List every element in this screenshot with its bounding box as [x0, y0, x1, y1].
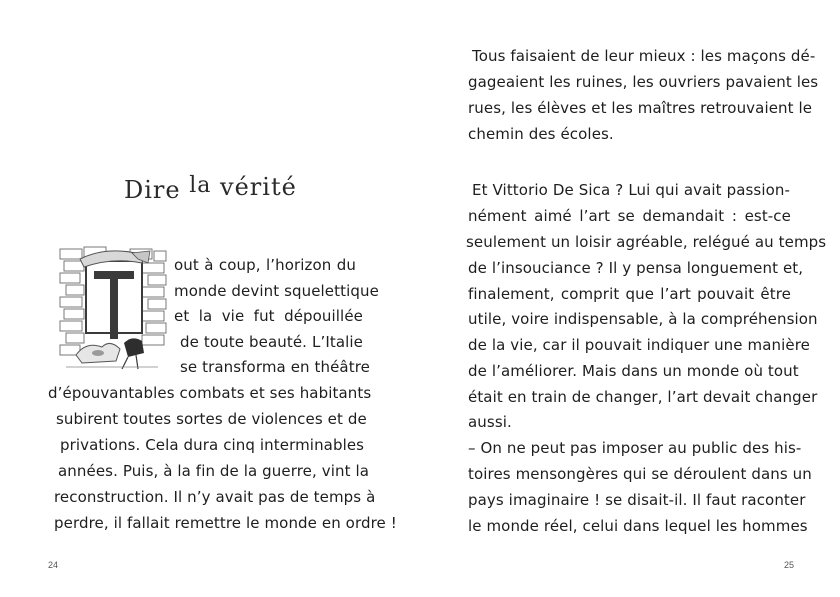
left-text-line: monde devint squelettique — [174, 282, 379, 300]
right-text-line: de la vie, car il pouvait indiquer une manière — [468, 336, 810, 354]
right-text-line: de l’insouciance ? Il y pensa longuement et, — [468, 259, 804, 277]
left-text-line: subirent toutes sortes de violences et de — [56, 410, 367, 428]
chapter-title-word-2: la — [189, 173, 212, 198]
left-text-line: reconstruction. Il n’y avait pas de temps à — [54, 488, 376, 506]
right-text-line: chemin des écoles. — [468, 125, 614, 143]
right-text-line: pays imaginaire ! se disait-il. Il faut raconter — [468, 491, 806, 509]
left-text-line: d’épouvantables combats et ses habitants — [48, 384, 372, 402]
page-number-left: 24 — [48, 560, 59, 570]
right-text-line: – On ne peut pas imposer au public des his- — [468, 439, 802, 457]
right-text-line: finalement, comprit que l’art pouvait être — [468, 285, 791, 303]
right-text-line: utile, voire indispensable, à la compréhension — [468, 310, 818, 328]
left-text-line: années. Puis, à la fin de la guerre, vint la — [58, 462, 369, 480]
right-page — [420, 0, 840, 597]
left-text-line: out à coup, l’horizon du — [174, 256, 356, 274]
left-text-line: et la vie fut dépouillée — [174, 307, 363, 325]
chapter-title-word-1: Dire — [124, 176, 181, 204]
left-text-line: de toute beauté. L’Italie — [180, 333, 363, 351]
left-text-line: privations. Cela dura cinq interminables — [60, 436, 365, 454]
right-text-line: le monde réel, celui dans lequel les hommes — [468, 517, 808, 535]
chapter-title — [124, 172, 297, 204]
right-text-line: aussi. — [468, 413, 512, 431]
right-text-line: toires mensongères qui se déroulent dans un — [468, 465, 812, 483]
page-number-right: 25 — [784, 560, 795, 570]
right-text-line: de l’améliorer. Mais dans un monde où tout — [468, 362, 799, 380]
right-text-line: Et Vittorio De Sica ? Lui qui avait passion- — [472, 181, 790, 199]
right-text-line: Tous faisaient de leur mieux : les maçons dé- — [472, 47, 816, 65]
right-text-line: était en train de changer, l’art devait changer — [468, 388, 818, 406]
right-text-line: seulement un loisir agréable, relégué au temps — [466, 233, 827, 251]
right-text-line: nément aimé l’art se demandait : est-ce — [468, 207, 791, 225]
left-text-line: perdre, il fallait remettre le monde en ordre ! — [54, 514, 397, 532]
drop-cap-illustration — [58, 243, 168, 383]
chapter-title-word-3: vérité — [220, 173, 297, 201]
right-text-line: rues, les élèves et les maîtres retrouvaient le — [468, 99, 813, 117]
left-text-line: se transforma en théâtre — [180, 358, 370, 376]
right-text-line: gageaient les ruines, les ouvriers pavaient les — [468, 73, 819, 91]
